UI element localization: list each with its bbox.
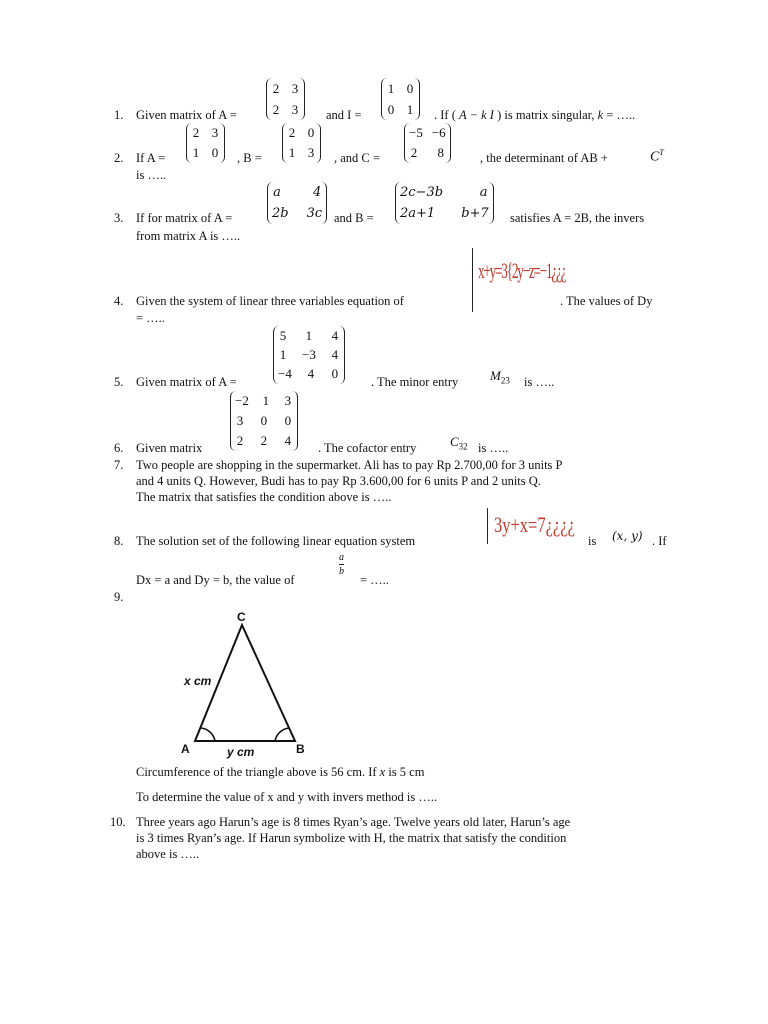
matrix-a: 2 3 2 3 <box>266 78 305 120</box>
question-text: Three years ago Harun’s age is 8 times Ryan’s age. Twelve years old later, Harun’s age <box>136 815 571 829</box>
matrix-b: 2c−3b a 2a+1 b+7 <box>395 182 494 224</box>
question-text: Given the system of linear three variables equation of <box>136 294 404 308</box>
question-text: and 4 units Q. However, Budi has to pay Rp 3.600,00 for 6 units P and 2 units Q. <box>136 474 541 488</box>
matrix-a: 2 3 1 0 <box>186 123 225 163</box>
question-number: 4. <box>114 294 124 308</box>
question-text: above is ….. <box>136 847 200 861</box>
question-number: 8. <box>114 534 124 548</box>
question-text: . If ( A − k I ) is matrix singular, k = ….. <box>434 108 636 122</box>
question-text: = ….. <box>136 311 165 325</box>
matrix-i: 1 0 0 1 <box>381 78 420 120</box>
question-text: Given matrix <box>136 441 203 455</box>
matrix-c: −5 −6 2 8 <box>404 123 451 163</box>
question-text: is <box>588 534 597 548</box>
question-text: The matrix that satisfies the condition above is ….. <box>136 490 392 504</box>
solution-pair: (x, y) <box>612 529 643 543</box>
matrix-b: 2 0 1 3 <box>282 123 321 163</box>
matrix-a: a 4 2b 3c <box>267 182 327 224</box>
question-text: , B = <box>237 151 262 165</box>
question-text: satisfies A = 2B, the invers <box>510 211 645 225</box>
vertex-label-b: B <box>296 742 305 756</box>
question-text: is ….. <box>136 168 167 182</box>
vertex-label-c: C <box>237 610 246 624</box>
question-text: and I = <box>326 108 362 122</box>
triangle-diagram <box>175 608 325 763</box>
question-text: If A = <box>136 151 166 165</box>
matrix-a: 5 1 4 1 −3 4 −4 4 0 <box>273 326 345 384</box>
question-text: and B = <box>334 211 374 225</box>
side-label-x: x cm <box>184 674 212 688</box>
question-number: 5. <box>114 375 124 389</box>
question-text: Given matrix of A = <box>136 375 237 389</box>
question-text: Given matrix of A = <box>136 108 237 122</box>
question-number: 7. <box>114 458 124 472</box>
question-number: 9. <box>114 590 124 604</box>
question-text: Two people are shopping in the supermarket. Ali has to pay Rp 2.700,00 for 3 units P <box>136 458 563 472</box>
question-text: . If <box>652 534 667 548</box>
question-text: is ….. <box>524 375 555 389</box>
question-text: Circumference of the triangle above is 56 cm. If x is 5 cm <box>136 765 425 779</box>
vertex-label-a: A <box>181 742 190 756</box>
matrix: −2 1 3 3 0 0 2 2 4 <box>230 391 298 451</box>
question-text: If for matrix of A = <box>136 211 233 225</box>
question-number: 3. <box>114 211 124 225</box>
equation-system-image: 3y+x=7¿¿¿¿ <box>494 512 575 537</box>
cofactor-symbol: $C_{32}$ <box>450 434 468 452</box>
question-text: is ….. <box>478 441 509 455</box>
angle-arc-b <box>275 728 289 741</box>
equation-bracket <box>472 248 473 312</box>
question-number: 6. <box>114 441 124 455</box>
side-label-y: y cm <box>227 745 255 759</box>
question-text: , and C = <box>334 151 380 165</box>
question-text: To determine the value of x and y with invers method is ….. <box>136 790 438 804</box>
question-number: 2. <box>114 151 124 165</box>
question-text: = ….. <box>360 573 389 587</box>
question-text: . The minor entry <box>371 375 459 389</box>
question-text: . The values of Dy <box>560 294 653 308</box>
fraction-a-over-b: a b <box>339 552 344 577</box>
question-text: . The cofactor entry <box>318 441 417 455</box>
equation-bracket <box>487 508 488 544</box>
equation-system-image: x+y=3{2y−z=−1¿¿¿ <box>478 258 566 283</box>
angle-arc-a <box>201 728 215 741</box>
question-number: 10. <box>110 815 126 829</box>
minor-symbol: $M_{23}$ <box>490 368 510 386</box>
question-text: The solution set of the following linear equation system <box>136 534 416 548</box>
question-text: , the determinant of AB + <box>480 151 608 165</box>
question-text: from matrix A is ….. <box>136 229 241 243</box>
question-text: Dx = a and Dy = b, the value of <box>136 573 295 587</box>
question-text: is 3 times Ryan’s age. If Harun symbolize with H, the matrix that satisfy the condition <box>136 831 567 845</box>
transpose-symbol: $C^T$ <box>650 148 664 165</box>
question-number: 1. <box>114 108 124 122</box>
